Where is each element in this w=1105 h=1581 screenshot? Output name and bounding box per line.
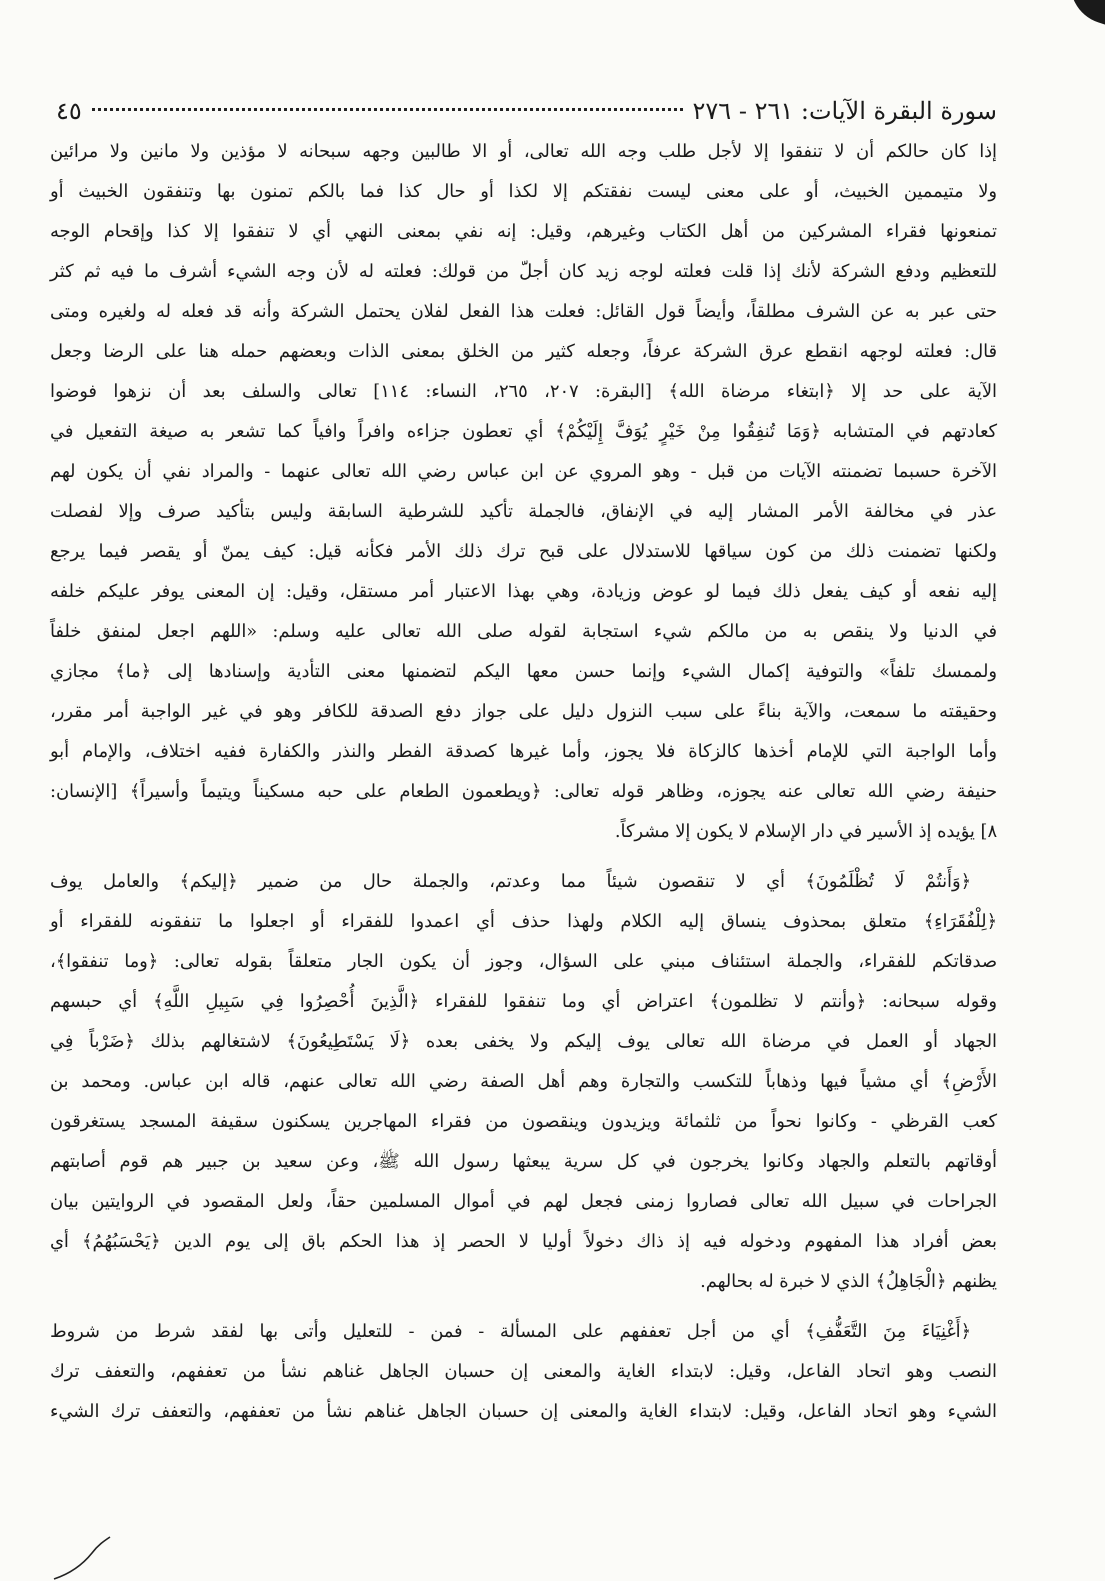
text-line: حتى عبر به عن الشرف مطلقاً، وأيضاً قول القائل: فعلت هذا الفعل لفلان يحتمل الشركة وأنه قد فعله له ولغيره ومتى [50, 301, 997, 322]
text-line: الآية على حد إلا ﴿ابتغاء مرضاة الله﴾ [البقرة: ٢٠٧، ٢٦٥، النساء: ١١٤] تعالى والسلف بعد أن نزهوا فوضوا [50, 381, 997, 402]
text-line: كعادتهم في المتشابه ﴿وَمَا تُنفِقُوا مِنْ خَيْرٍ يُوَفَّ إِلَيْكُمْ﴾ أي تعطون جزاءه وافراً وافياً كما تشعر به صيغة التفعيل في [50, 421, 997, 442]
text-line: يظنهم ﴿الْجَاهِلُ﴾ الذي لا خبرة له بحالهم. [700, 1271, 997, 1292]
text-line: إذا كان حالكم أن لا تنفقوا إلا لأجل طلب وجه الله تعالى، أو الا طالبين وجهه سبحانه لا مؤذين ولا مانين ولا مرائين [50, 141, 997, 162]
text-line: ﴿أَغْنِيَاءَ مِنَ التَّعَفُّفِ﴾ أي من أجل تعففهم على المسألة - فمن - للتعليل وأتى بها لفقد شرط من شروط [50, 1321, 971, 1342]
text-line: ﴿لِلْفُقَرَاءِ﴾ متعلق بمحذوف ينساق إليه الكلام ولهذا حذف أي اعمدوا للفقراء أو اجعلوا ما تنفقونه للفقراء أو [50, 911, 997, 932]
text-line: كعب القرظي - وكانوا نحواً من ثلثمائة ويزيدون وينقصون من فقراء المهاجرين يسكنون سقيفة المسجد يستغرقون [50, 1111, 997, 1132]
text-line: الجراحات في سبيل الله تعالى فصاروا زمنى فجعل لهم في أموال المسلمين حقاً، ولعل المقصود في الروايتين بيان [50, 1191, 997, 1212]
pen-scribble-mark [48, 1533, 128, 1581]
text-line: وحقيقته ما سمعت، والآية بناءً على سبب النزول دليل على جواز دفع الصدقة للكافر وهو في غير الواجبة أمر مقرر، [50, 701, 997, 722]
scan-corner-mark [1060, 0, 1105, 28]
text-line: الجهاد أو العمل في مرضاة الله تعالى يوف إليكم ولا يخفى بعده ﴿لَا يَسْتَطِيعُونَ﴾ لاشتغالهم بذلك ﴿ضَرْباً فِي [50, 1031, 997, 1052]
text-line: أوقاتهم بالتعلم والجهاد وكانوا يخرجون في كل سرية يبعثها رسول الله ﷺ، وعن سعيد بن جبير هم قوم أصابتهم [50, 1151, 997, 1172]
paragraph-1 [50, 132, 997, 852]
header-dotted-leader [92, 108, 683, 111]
running-header [50, 90, 997, 132]
text-line: الأَرْضِ﴾ أي مشياً فيها وذهاباً للتكسب والتجارة وهم أهل الصفة رضي الله تعالى عنهم، قاله ابن عباس. ومحمد بن [50, 1071, 997, 1092]
text-line: ولممسك تلفاً» والتوفية إكمال الشيء وإنما حسن معها اليكم لتضمنها معنى التأدية وإسنادها إلى ﴿ما﴾ مجازي [50, 661, 997, 682]
text-line: تمنعونها فقراء المشركين من أهل الكتاب وغيرهم، وقيل: إنه نفي بمعنى النهي أي لا تنفقوا إلا كذا وإقحام الوجه [50, 221, 997, 242]
text-line: وأما الواجبة التي للإمام أخذها كالزكاة فلا يجوز، وأما غيرها كصدقة الفطر والنذر والكفارة ففيه اختلاف، والإمام أبو [50, 741, 997, 762]
text-line: الآخرة حسبما تضمنته الآيات من قبل - وهو المروي عن ابن عباس رضي الله تعالى عنهما - والمراد نفي أن يكون لهم [50, 461, 997, 482]
text-line: ٨] يؤيده إذ الأسير في دار الإسلام لا يكون إلا مشركاً. [614, 821, 997, 842]
text-line: وقوله سبحانه: ﴿وأنتم لا تظلمون﴾ اعتراض أي وما تنفقوا للفقراء ﴿الَّذِينَ أُحْصِرُوا فِي سَبِيلِ اللَّهِ﴾ أي حبسهم [50, 991, 997, 1012]
text-line: للتعظيم ودفع الشركة لأنك إذا قلت فعلته لوجه زيد كان أجلّ من قولك: فعلته له لأن وجه الشيء أشرف ما فيه ثم كثر [50, 261, 997, 282]
text-line: عذر في مخالفة الأمر المشار إليه في الإنفاق، فالجملة تأكيد للشرطية السابقة وليس بتأكيد صرف وإلا لفصلت [50, 501, 997, 522]
paragraph-2 [50, 862, 997, 1302]
surah-title: سورة البقرة الآيات: ٢٦١ - ٢٧٦ [692, 97, 997, 125]
book-page [50, 90, 997, 1432]
text-line: قال: فعلته لوجهه انقطع عرق الشركة عرفاً، وجعله كثير من الخلق بمعنى الذات وبعضهم حمله هنا على الرضا وجعل [50, 341, 997, 362]
body-text [50, 132, 997, 1432]
text-line: حنيفة رضي الله تعالى عنه يجوزه، وظاهر قوله تعالى: ﴿ويطعمون الطعام على حبه مسكيناً ويتيماً وأسيراً﴾ [الإنسان: [50, 781, 997, 802]
text-line: الشيء وهو اتحاد الفاعل، وقيل: لابتداء الغاية والمعنى إن حسبان الجاهل غناهم نشأ من تعففهم، والتعفف ترك الشيء [50, 1401, 997, 1422]
page-number: ٤٥ [56, 97, 82, 125]
text-line: النصب وهو اتحاد الفاعل، وقيل: لابتداء الغاية والمعنى إن حسبان الجاهل غناهم نشأ من تعففهم، والتعفف ترك [50, 1361, 997, 1382]
text-line: ﴿وَأَنتُمْ لَا تُظْلَمُونَ﴾ أي لا تنقصون شيئاً مما وعدتم، والجملة حال من ضمير ﴿إليكم﴾ والعامل يوف [50, 871, 971, 892]
text-line: ولا متيممين الخبيث، أو على معنى ليست نفقتكم إلا لكذا أو حال كذا فما بالكم تمنون بها وتنفقون الخبيث أو [50, 181, 997, 202]
text-line: بعض أفراد هذا المفهوم ودخوله فيه إذ ذاك دخولاً أوليا لا الحصر إذ هذا الحكم باق إلى يوم الدين ﴿يَحْسَبُهُمُ﴾ أي [50, 1231, 997, 1252]
text-line: ولكنها تضمنت ذلك من كون سياقها للاستدلال على قبح ترك ذلك الأمر فكأنه قيل: كيف يمنّ أو يقصر فيما يرجع [50, 541, 997, 562]
text-line: إليه نفعه أو كيف يفعل ذلك فيما لو عوض وزيادة، وهي بهذا الاعتبار أمر مستقل، وقيل: إن المعنى يوفر عليكم خلفه [50, 581, 997, 602]
text-line: في الدنيا ولا ينقص به من مالكم شيء استجابة لقوله صلى الله تعالى عليه وسلم: «اللهم اجعل لمنفق خلفاً [50, 621, 997, 642]
text-line: صدقاتكم للفقراء، والجملة استئناف مبني على السؤال، وجوز أن يكون الجار متعلقاً بقوله تعالى: ﴿وما تنفقوا﴾، [50, 951, 997, 972]
paragraph-3 [50, 1312, 997, 1432]
